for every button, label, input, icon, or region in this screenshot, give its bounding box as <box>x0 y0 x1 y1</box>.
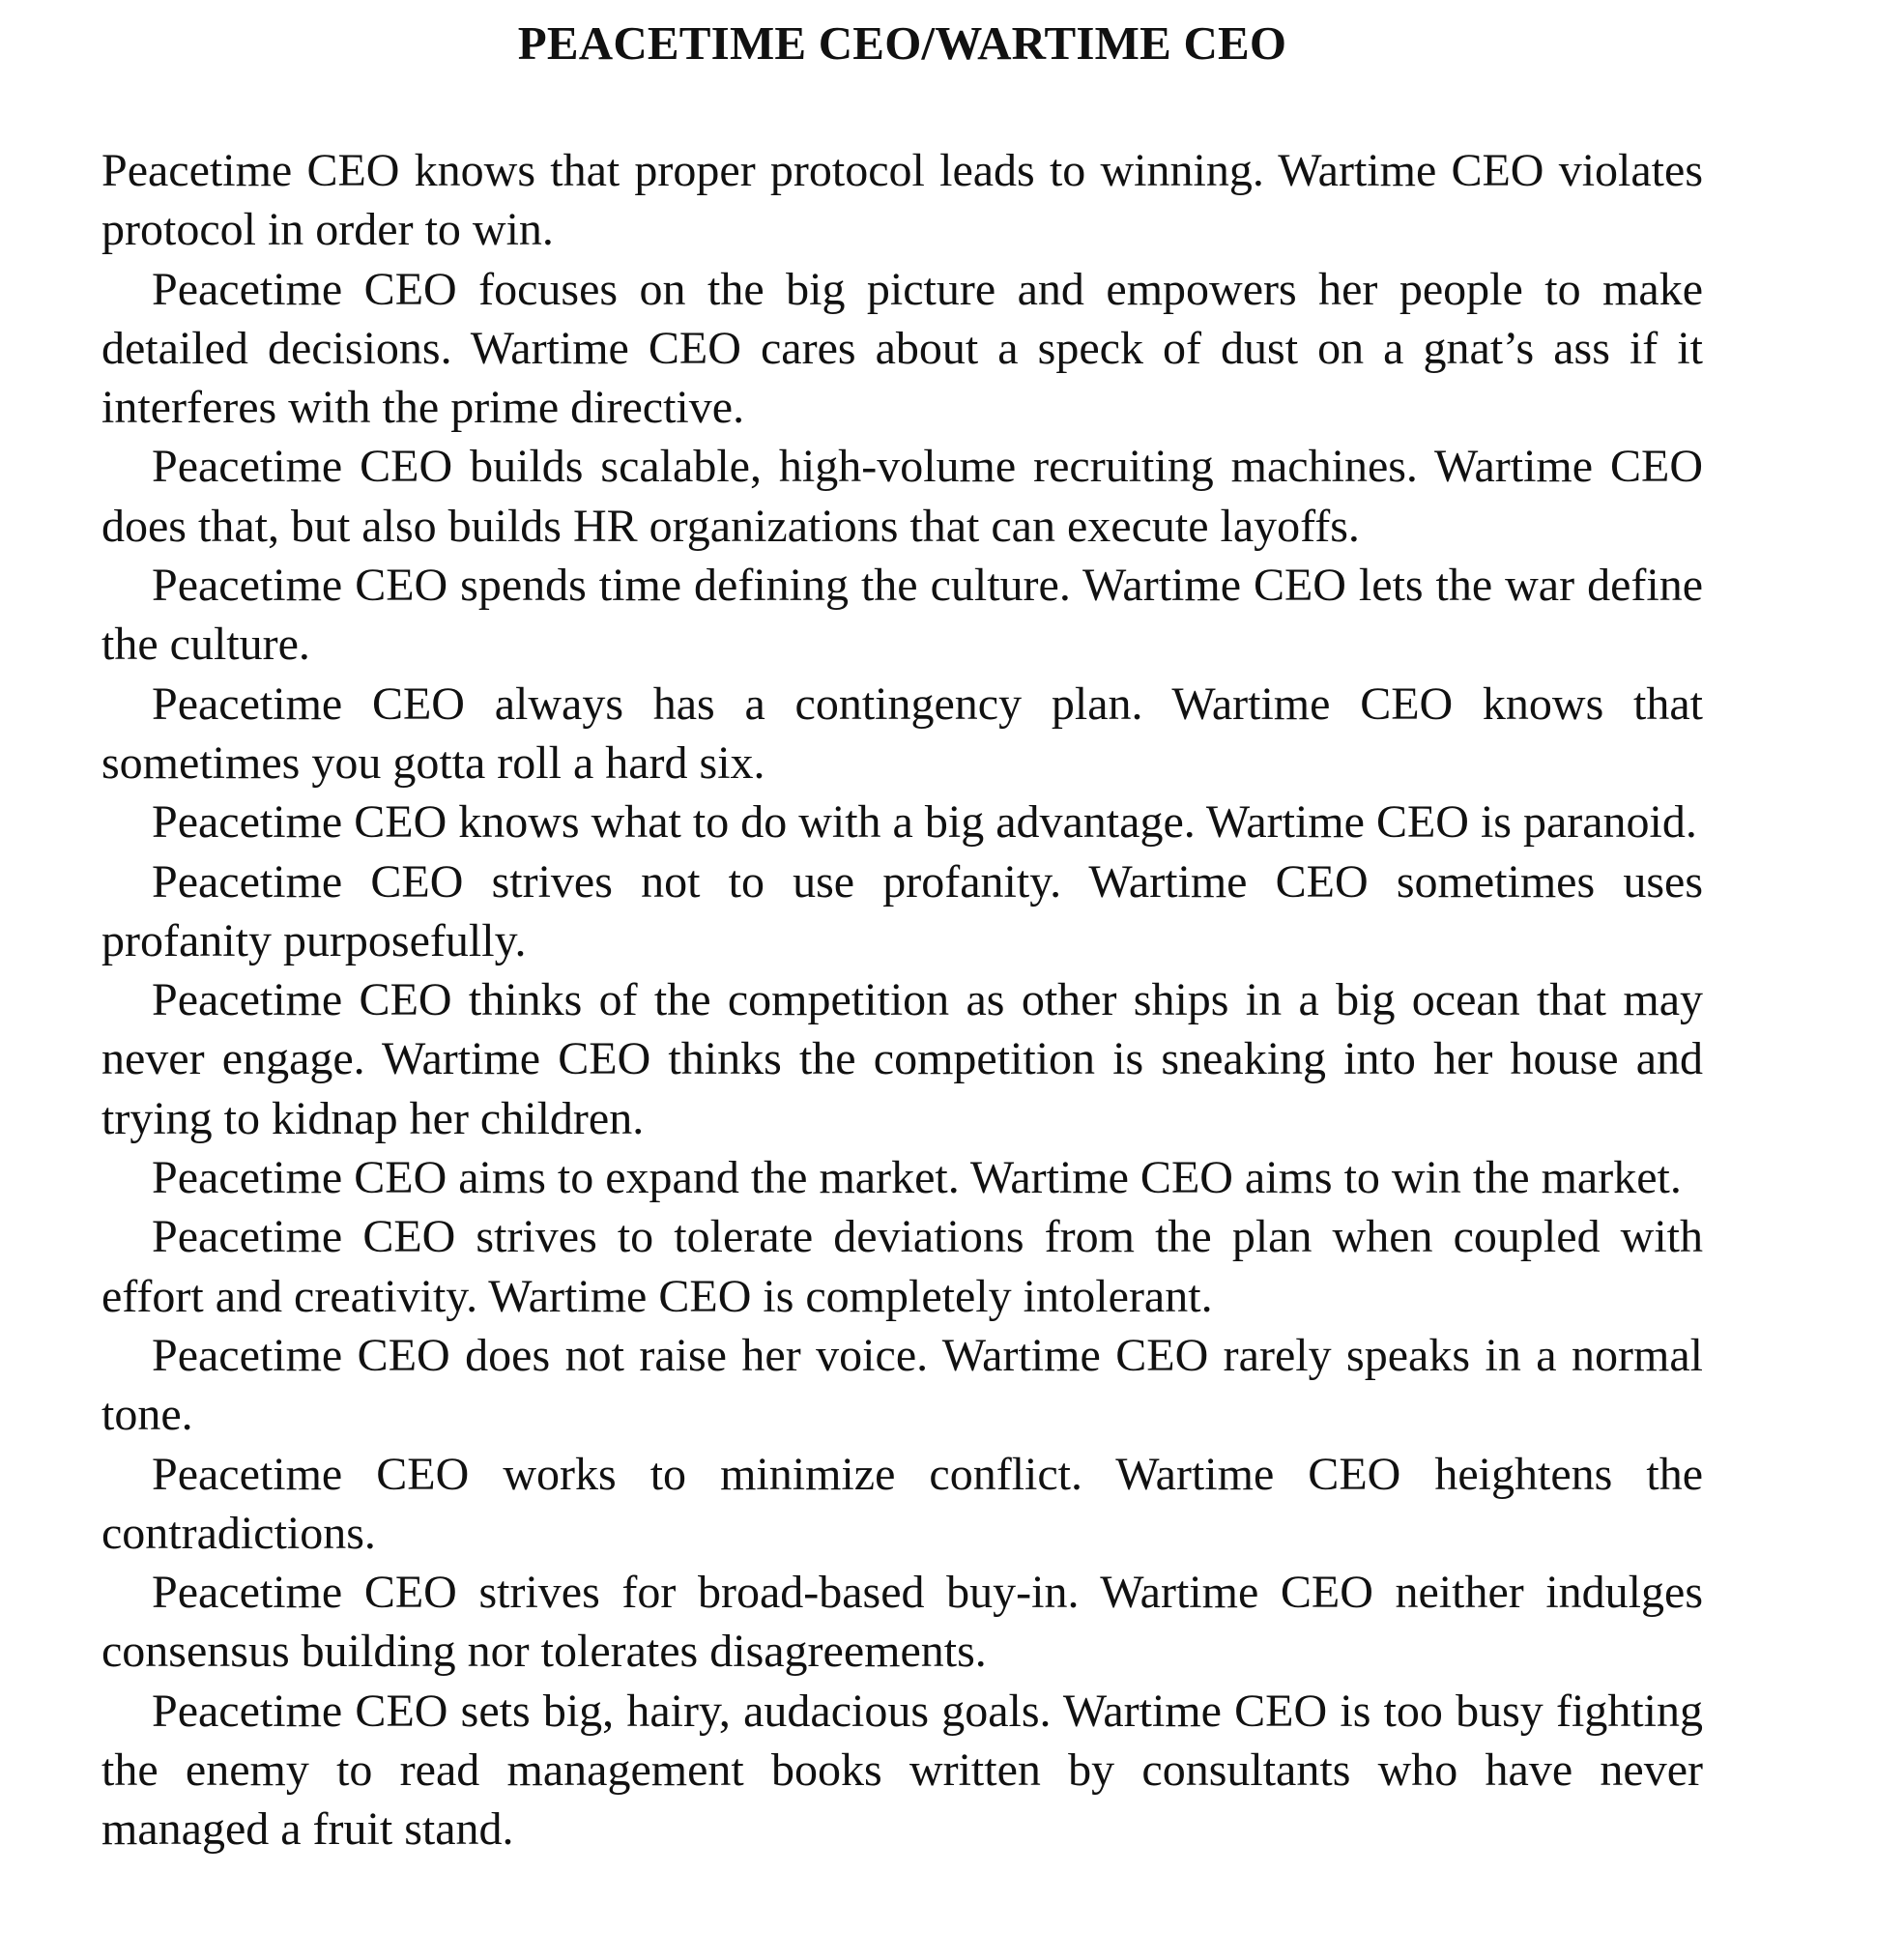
paragraph-9: Peacetime CEO aims to expand the market. Wartime CEO aims to win the market. <box>152 1152 1682 1204</box>
paragraph-4: Peacetime CEO spends time defining the culture. Wartime CEO lets the war define the culture. <box>101 560 1703 671</box>
paragraph-8: Peacetime CEO thinks of the competition as other ships in a big ocean that may never engage. Wartime CEO thinks the competition is sneaking into her house and trying to kidnap her children. <box>101 974 1703 1144</box>
paragraph-10: Peacetime CEO strives to tolerate deviations from the plan when coupled with effort and creativity. Wartime CEO is completely intolerant. <box>101 1211 1703 1322</box>
paragraph-5: Peacetime CEO always has a contingency plan. Wartime CEO knows that sometimes you gotta roll a hard six. <box>101 677 1703 789</box>
paragraph-11: Peacetime CEO does not raise her voice. Wartime CEO rarely speaks in a normal tone. <box>101 1329 1703 1441</box>
paragraph-1: Peacetime CEO knows that proper protocol leads to winning. Wartime CEO violates protocol in order to win. <box>101 145 1703 256</box>
paragraph-13: Peacetime CEO strives for broad-based buy-in. Wartime CEO neither indulges consensus building nor tolerates disagreements. <box>101 1567 1703 1678</box>
paragraph-6: Peacetime CEO knows what to do with a big advantage. Wartime CEO is paranoid. <box>152 796 1697 849</box>
document-page <box>101 17 1703 1859</box>
paragraph-12: Peacetime CEO works to minimize conflict. Wartime CEO heightens the contradictions. <box>101 1448 1703 1559</box>
paragraph-3: Peacetime CEO builds scalable, high-volume recruiting machines. Wartime CEO does that, but also builds HR organizations that can execute layoffs. <box>101 441 1703 552</box>
paragraph-7: Peacetime CEO strives not to use profanity. Wartime CEO sometimes uses profanity purposefully. <box>101 855 1703 966</box>
paragraph-14: Peacetime CEO sets big, hairy, audacious goals. Wartime CEO is too busy fighting the enemy to read management books written by consultants who have never managed a fruit stand. <box>101 1685 1703 1856</box>
paragraph-2: Peacetime CEO focuses on the big picture and empowers her people to make detailed decisions. Wartime CEO cares about a speck of dust on a gnat’s ass if it interferes with the prime directive. <box>101 263 1703 434</box>
document-body <box>101 141 1703 1859</box>
document-title: PEACETIME CEO/WARTIME CEO <box>517 16 1287 70</box>
